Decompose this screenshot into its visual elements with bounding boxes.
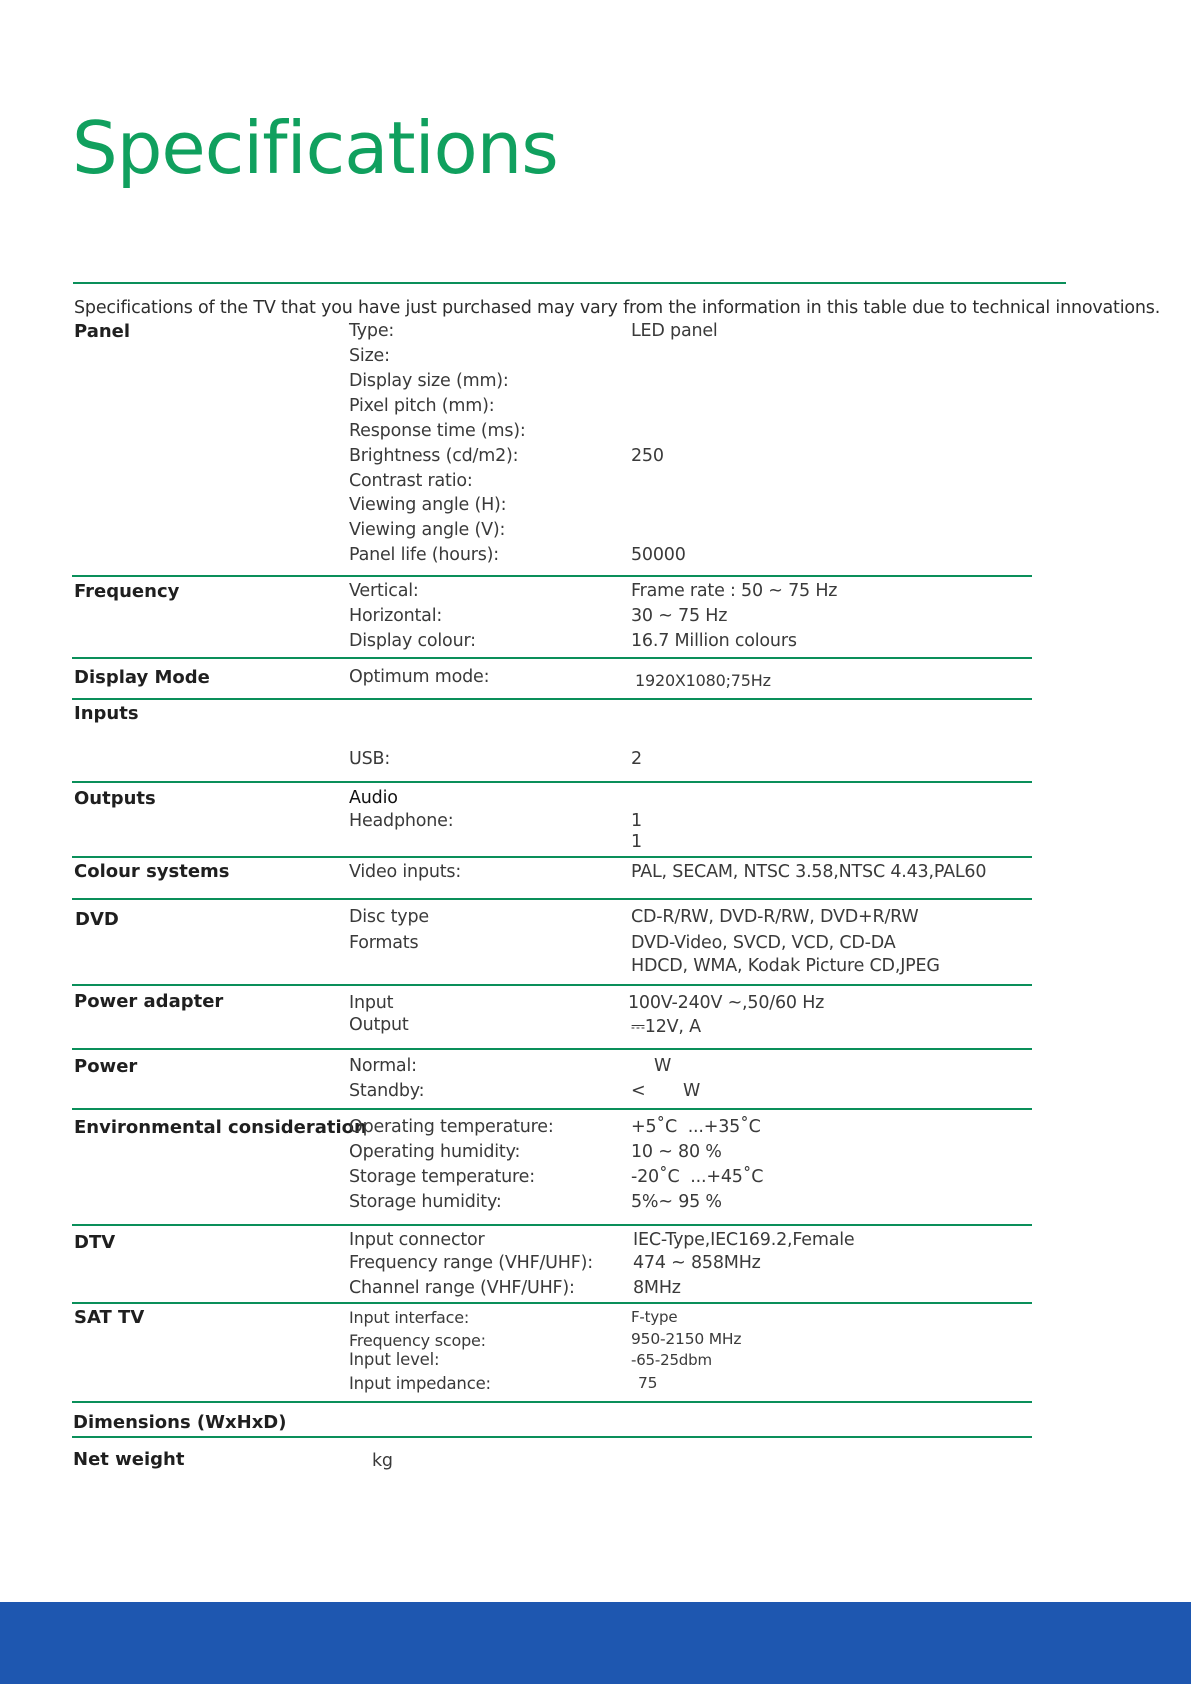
section-title: Colour systems bbox=[74, 861, 230, 882]
spec-label: Pixel pitch (mm): bbox=[349, 396, 495, 416]
spec-label: Viewing angle (H): bbox=[349, 495, 507, 515]
divider bbox=[72, 698, 1032, 700]
spec-value: +5˚C ...+35˚C bbox=[631, 1117, 761, 1137]
spec-label: Optimum mode: bbox=[349, 667, 490, 687]
spec-value: F-type bbox=[631, 1308, 678, 1326]
spec-value: 10 ~ 80 % bbox=[631, 1142, 722, 1162]
section-title: SAT TV bbox=[74, 1307, 145, 1328]
section-title: Power adapter bbox=[74, 991, 224, 1012]
spec-value: 2 bbox=[631, 749, 642, 769]
spec-subheading: Audio bbox=[349, 788, 398, 808]
spec-label: Storage temperature: bbox=[349, 1167, 535, 1187]
spec-label: USB: bbox=[349, 749, 391, 769]
spec-value: 30 ~ 75 Hz bbox=[631, 606, 728, 626]
spec-label: Input connector bbox=[349, 1230, 485, 1250]
spec-value: W bbox=[654, 1056, 672, 1076]
spec-label: Input bbox=[349, 993, 394, 1013]
spec-label: Size: bbox=[349, 346, 390, 366]
section-title: Outputs bbox=[74, 788, 156, 809]
spec-value: DVD-Video, SVCD, VCD, CD-DA bbox=[631, 933, 896, 953]
divider bbox=[72, 984, 1032, 986]
divider bbox=[72, 1224, 1032, 1226]
spec-value: 8MHz bbox=[633, 1278, 681, 1298]
spec-value: 1 bbox=[631, 811, 642, 831]
spec-value: IEC-Type,IEC169.2,Female bbox=[633, 1230, 855, 1250]
spec-value: Frame rate : 50 ~ 75 Hz bbox=[631, 581, 838, 601]
intro-text: Specifications of the TV that you have just purchased may vary from the information in this table due to technical innovations. bbox=[74, 298, 1161, 318]
spec-label: Frequency scope: bbox=[349, 1331, 486, 1350]
divider bbox=[72, 856, 1032, 858]
spec-label: Vertical: bbox=[349, 581, 419, 601]
section-title: Dimensions (WxHxD) bbox=[73, 1412, 287, 1433]
spec-label: Horizontal: bbox=[349, 606, 443, 626]
spec-value: -65-25dbm bbox=[631, 1351, 712, 1369]
divider bbox=[72, 898, 1032, 900]
spec-value: 950-2150 MHz bbox=[631, 1330, 742, 1348]
spec-value: < W bbox=[631, 1081, 701, 1101]
section-title: DTV bbox=[74, 1232, 116, 1253]
spec-label: Disc type bbox=[349, 907, 429, 927]
divider bbox=[72, 1048, 1032, 1050]
spec-label: Input interface: bbox=[349, 1308, 470, 1327]
spec-label: Response time (ms): bbox=[349, 421, 526, 441]
spec-label: Storage humidity: bbox=[349, 1192, 502, 1212]
section-title: DVD bbox=[75, 909, 119, 930]
footer-band bbox=[0, 1602, 1191, 1684]
spec-value: 100V-240V ~,50/60 Hz bbox=[628, 993, 825, 1013]
spec-label: Operating temperature: bbox=[349, 1117, 554, 1137]
spec-value: LED panel bbox=[631, 321, 718, 341]
spec-value: CD-R/RW, DVD-R/RW, DVD+R/RW bbox=[631, 907, 919, 927]
section-title: Display Mode bbox=[74, 667, 210, 688]
spec-value: 1920X1080;75Hz bbox=[635, 671, 771, 690]
spec-value: 474 ~ 858MHz bbox=[633, 1253, 761, 1273]
spec-label: Display size (mm): bbox=[349, 371, 509, 391]
spec-label: Channel range (VHF/UHF): bbox=[349, 1278, 575, 1298]
spec-value: 75 bbox=[638, 1374, 658, 1392]
spec-value: ⎓12V, A bbox=[631, 1017, 701, 1037]
spec-value: kg bbox=[372, 1451, 393, 1471]
spec-label: Output bbox=[349, 1015, 409, 1035]
spec-label: Input level: bbox=[349, 1350, 440, 1369]
spec-label: Contrast ratio: bbox=[349, 471, 473, 491]
divider bbox=[72, 657, 1032, 659]
spec-label: Brightness (cd/m2): bbox=[349, 446, 519, 466]
section-title: Frequency bbox=[74, 581, 180, 602]
spec-label: Panel life (hours): bbox=[349, 545, 499, 565]
spec-value: 5%~ 95 % bbox=[631, 1192, 722, 1212]
section-title: Inputs bbox=[74, 703, 139, 724]
divider bbox=[72, 1436, 1032, 1438]
spec-label: Video inputs: bbox=[349, 862, 462, 882]
spec-label: Display colour: bbox=[349, 631, 476, 651]
spec-label: Type: bbox=[349, 321, 395, 341]
spec-label: Input impedance: bbox=[349, 1374, 491, 1393]
section-title: Environmental consideration bbox=[74, 1117, 367, 1138]
spec-label: Headphone: bbox=[349, 811, 454, 831]
spec-value: 16.7 Million colours bbox=[631, 631, 797, 651]
spec-value: 50000 bbox=[631, 545, 686, 565]
divider bbox=[73, 282, 1066, 284]
spec-value: HDCD, WMA, Kodak Picture CD,JPEG bbox=[631, 956, 940, 976]
section-title: Net weight bbox=[73, 1449, 185, 1470]
spec-label: Standby: bbox=[349, 1081, 425, 1101]
spec-value: 1 bbox=[631, 832, 642, 852]
spec-label: Normal: bbox=[349, 1056, 417, 1076]
section-title: Power bbox=[74, 1056, 138, 1077]
spec-label: Operating humidity: bbox=[349, 1142, 521, 1162]
page-title: Specifications bbox=[72, 106, 558, 190]
spec-value: PAL, SECAM, NTSC 3.58,NTSC 4.43,PAL60 bbox=[631, 862, 987, 882]
spec-label: Frequency range (VHF/UHF): bbox=[349, 1253, 593, 1273]
spec-value: 250 bbox=[631, 446, 664, 466]
divider bbox=[72, 575, 1032, 577]
section-title: Panel bbox=[74, 321, 131, 342]
divider bbox=[72, 781, 1032, 783]
spec-value: -20˚C ...+45˚C bbox=[631, 1167, 764, 1187]
divider bbox=[72, 1108, 1032, 1110]
spec-label: Viewing angle (V): bbox=[349, 520, 506, 540]
divider bbox=[72, 1302, 1032, 1304]
spec-label: Formats bbox=[349, 933, 419, 953]
divider bbox=[72, 1401, 1032, 1403]
